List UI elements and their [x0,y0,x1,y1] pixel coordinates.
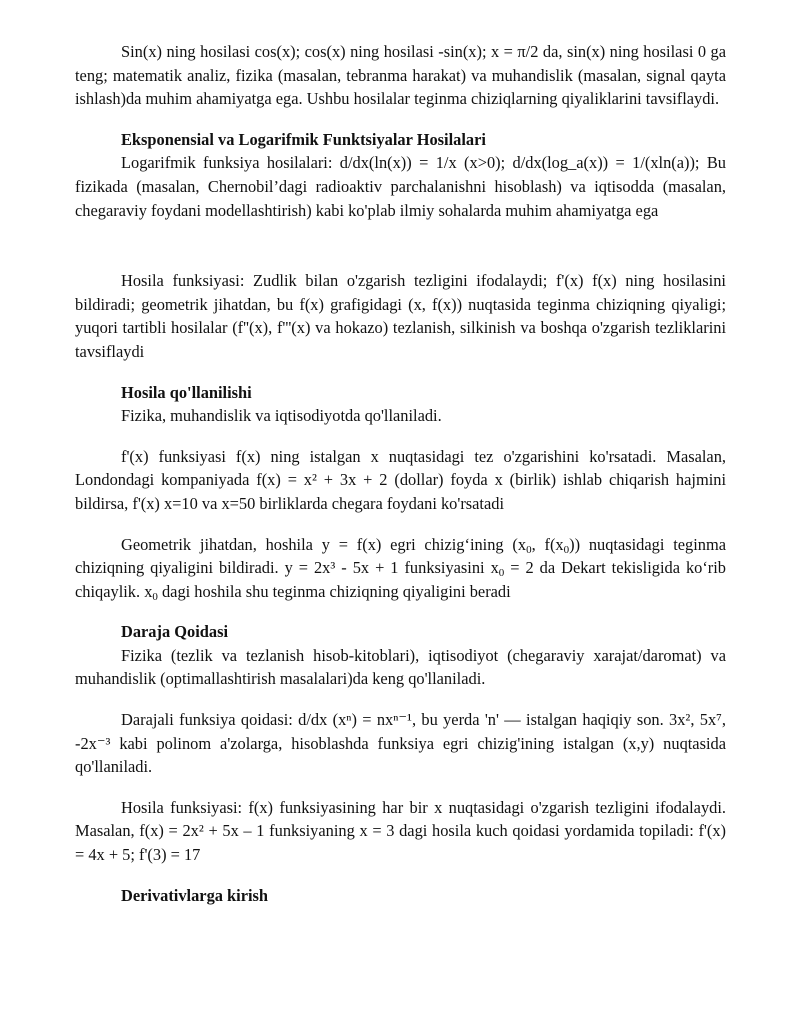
spacer [75,428,726,445]
paragraph-trig-derivatives: Sin(x) ning hosilasi cos(x); cos(x) ning hosilasi -sin(x); x = π/2 da, sin(x) ning hosilasi 0 ga teng; matematik analiz, fizika (masalan, tebranma harakat) va muhandislik (masalan, signal qayta ishlash)da muhim ahamiyatga ega. Ushbu hosilalar teginma chiziqlarning qiyaliklarini tavsiflaydi. [75,42,726,109]
subscript-zero: 0 [152,590,158,603]
heading-exp-log-derivatives: Eksponensial va Logarifmik Funktsiyalar Hosilalari [121,129,486,149]
heading-intro-derivatives: Derivativlarga kirish [121,885,269,905]
document-page [75,40,726,907]
subscript-zero: 0 [498,567,505,580]
paragraph-power-rule-example: Hosila funksiyasi: f(x) funksiyasining har bir x nuqtasidagi o'zgarish tezligini ifodalaydi. Masalan, f(x) = 2x² + 5x – 1 funksiyaning x = 3 dagi hosila kuch qoidasi yordamida topiladi: f'(x) = 4x + 5; f'(3) = 17 [75,797,726,865]
paragraph-derivative-function: Hosila funksiyasi: Zudlik bilan o'zgarish tezligini ifodalaydi; f'(x) f(x) ning hosilasini bildiradi; geometrik jihatdan, bu f(x) grafigidagi (x, f(x)) nuqtasida teginma chiziqning qiyaligi; yuqori tartibli hosilalar (f''(x), f'''(x) va hokazo) tezlanish, silkinish va boshqa o'zgarish tezliklarini tavsiflaydi [75,271,726,361]
paragraph-power-rule-uses: Fizika (tezlik va tezlanish hisob-kitoblari), iqtisodiyot (chegaraviy xarajat/daromat) va muhandislik (optimallashtirish masalalari)da keng qo'llaniladi. [75,645,726,689]
heading-power-rule: Daraja Qoidasi [121,622,228,642]
paragraph-log-derivatives: Logarifmik funksiya hosilalari: d/dx(ln(x)) = 1/x (x>0); d/dx(log_a(x)) = 1/(xln(a)); Bu fizikada (masalan, Chernobil’dagi radioaktiv parchalanishni hisoblash) va iqtisodda (masalan, chegaraviy foydani modellashtirish) kabi ko'plab ilmiy sohalarda muhim ahamiyatga ega [75,153,726,220]
spacer [75,364,726,381]
text-run: dagi hoshila shu teginma chiziqning qiyaligini beradi [157,581,511,601]
subscript-zero: 0 [526,543,532,556]
text-run: , f(x [531,534,564,554]
spacer [75,691,726,708]
spacer [75,111,726,128]
paragraph-geometric-meaning [75,533,726,604]
heading-derivative-applications: Hosila qo'llanilishi [121,382,252,402]
paragraph-power-rule-formula: Darajali funksiya qoidasi: d/dx (xⁿ) = nxⁿ⁻¹, bu yerda 'n' — istalgan haqiqiy son. 3x², 5x⁷, -2x⁻³ kabi polinom a'zolarga, hisoblashda funksiya egri chizig'ining istalgan (x,y) nuqtasida qo'llaniladi. [75,710,726,777]
spacer [75,516,726,533]
spacer [75,867,726,884]
paragraph-applications-line: Fizika, muhandislik va iqtisodiyotda qo'llaniladi. [121,406,442,426]
paragraph-profit-example: f'(x) funksiyasi f(x) ning istalgan x nuqtasidagi tez o'zgarishini ko'rsatadi. Masalan, Londondagi kompaniyada f(x) = x² + 3x + 2 (dollar) foyda x (birlik) ishlab chiqarish hajmini bildirsa, f'(x) x=10 va x=50 birliklarda chegara foydani ko'rsatadi [75,446,726,513]
spacer [75,603,726,620]
text-run: Geometrik jihatdan, hoshila y = f(x) egri chizig‘ining (x [121,534,527,554]
spacer [75,222,726,269]
text-run: = 2 da Dekart tekisligida ko‘rib chiqaylik. x [75,558,726,601]
text-run: )) nuqtasidagi teginma chiziqning qiyaligini bildiradi. y = 2x³ - 5x + 1 funksiyasini x [75,534,726,578]
spacer [75,779,726,796]
subscript-zero: 0 [563,543,570,556]
